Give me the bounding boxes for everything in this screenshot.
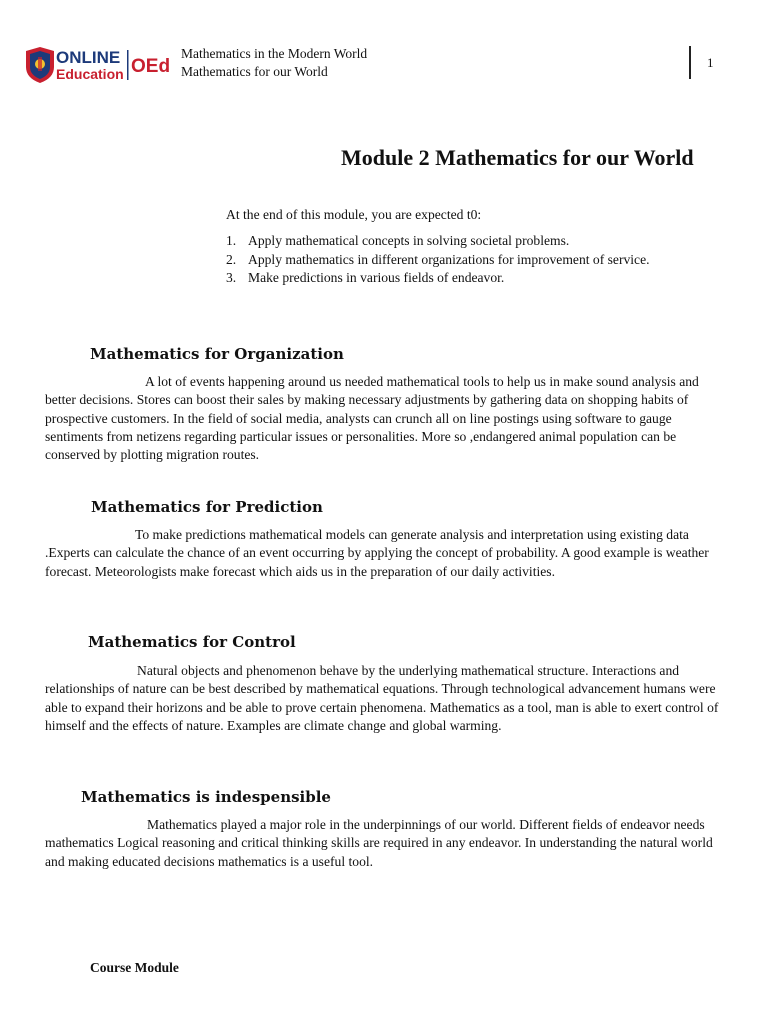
objectives-list bbox=[226, 232, 650, 288]
section-body-prediction: To make predictions mathematical models can generate analysis and interpretation using existing data .Experts can calculate the chance of an event occurring by applying the concept of probability. A good example is weather forecast. Meteorologists make forecast which aids us in the preparation of our daily activities. bbox=[45, 527, 709, 579]
section-heading-indispensable: Mathematics is indespensible bbox=[81, 788, 331, 806]
online-education-logo bbox=[24, 45, 174, 85]
course-name: Mathematics in the Modern World bbox=[181, 46, 368, 61]
footer-label: Course Module bbox=[90, 960, 179, 975]
section-body-control: Natural objects and phenomenon behave by the underlying mathematical structure. Interactions and relationships of nature can be best described by mathematical equations. Through technological advancement humans were able to expand their horizons and be able to prove certain phenomena. Mathematics as a tool, man is able to exert control of himself and the effects of nature. Examples are climate change and global warming. bbox=[45, 663, 719, 733]
header-divider bbox=[689, 46, 691, 79]
section-body-organization: A lot of events happening around us needed mathematical tools to help us in make sound analysis and better decisions. Stores can boost their sales by making necessary adjustments by gathering data on shopping habits of prospective customers. In the field of social media, analysts can crunch all on line postings using software to gauge sentiments from netizens regarding particular issues or personalities. More so ,endangered animal population can be conserved by plotting migration routes. bbox=[45, 374, 699, 463]
module-title: Module 2 Mathematics for our World bbox=[341, 145, 694, 170]
objective-text: Apply mathematical concepts in solving societal problems. bbox=[248, 233, 570, 248]
objective-item bbox=[226, 232, 650, 251]
objective-item bbox=[226, 251, 650, 270]
logo-wordmark-education: Education bbox=[56, 66, 124, 82]
objective-number: 2. bbox=[226, 251, 237, 267]
section-heading-organization: Mathematics for Organization bbox=[90, 345, 344, 363]
objective-number: 1. bbox=[226, 233, 237, 248]
objectives-intro: At the end of this module, you are expected t0: bbox=[226, 207, 482, 222]
running-header bbox=[181, 45, 367, 81]
objective-text: Make predictions in various fields of endeavor. bbox=[248, 270, 505, 285]
section-heading-control: Mathematics for Control bbox=[88, 633, 296, 651]
objective-number: 3. bbox=[226, 270, 237, 285]
logo-wordmark-oed: OEd bbox=[131, 56, 171, 77]
section-body-indispensable: Mathematics played a major role in the underpinnings of our world. Different fields of endeavor needs mathematics Logical reasoning and critical thinking skills are required in any endeavor. In understanding the natural world and making educated decisions mathematics is a useful tool. bbox=[45, 817, 713, 869]
section-heading-prediction: Mathematics for Prediction bbox=[91, 498, 323, 516]
page-number: 1 bbox=[707, 55, 714, 70]
objective-item bbox=[226, 269, 650, 288]
objective-text: Apply mathematics in different organizations for improvement of service. bbox=[248, 251, 650, 267]
header-subtitle: Mathematics for our World bbox=[181, 64, 328, 79]
logo-wordmark-online: ONLINE bbox=[56, 48, 121, 67]
